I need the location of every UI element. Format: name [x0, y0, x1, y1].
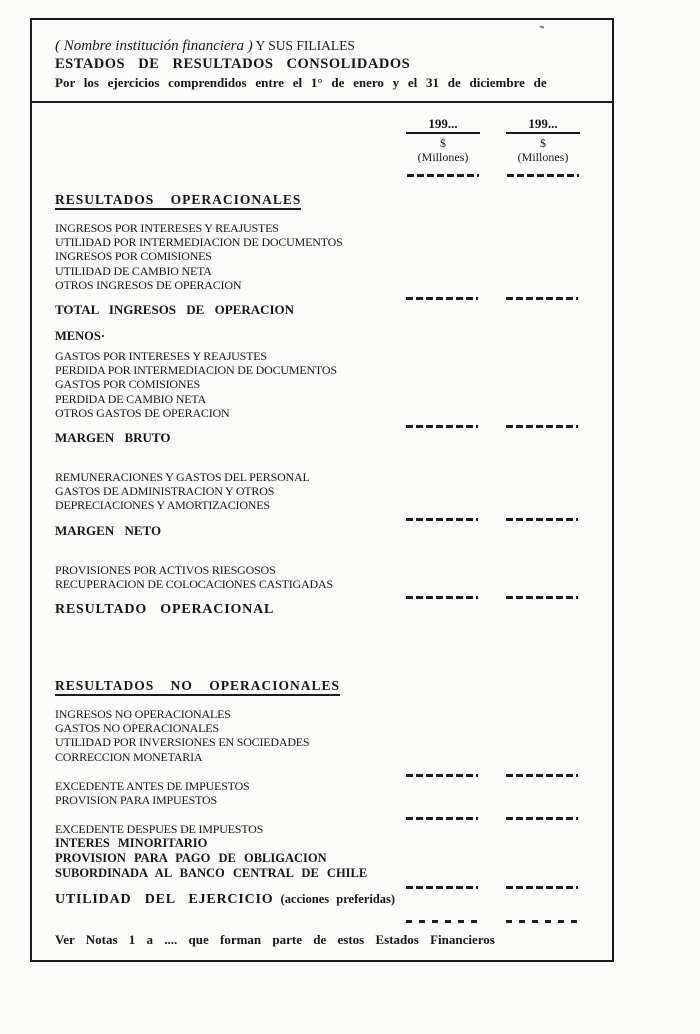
- amount-dash-1: [406, 297, 478, 300]
- amount-cell-2: [506, 596, 580, 599]
- row-label: PERDIDA POR INTERMEDIACION DE DOCUMENTOS: [55, 363, 337, 378]
- amount-column-headers: [32, 117, 612, 177]
- amount-dash-2: [506, 817, 578, 820]
- line-item-text: [55, 249, 580, 263]
- amount-dash-1: [406, 886, 478, 889]
- row-label: CORRECCION MONETARIA: [55, 749, 203, 764]
- amount-cell-1: [406, 596, 480, 599]
- amount-dash-1: [406, 518, 478, 521]
- line-item-bold-text: [55, 866, 580, 881]
- line-item: [32, 363, 612, 377]
- row-label: EXCEDENTE DESPUES DE IMPUESTOS: [55, 822, 264, 837]
- subtotal-label-text: [55, 302, 580, 317]
- line-item: [32, 484, 612, 498]
- amount-dash-2: [506, 425, 578, 428]
- line-item: [32, 735, 612, 749]
- row-label-suffix: (acciones preferidas): [273, 892, 396, 907]
- line-item: [32, 278, 612, 292]
- line-item-text: [55, 793, 580, 807]
- row-label: TOTAL INGRESOS DE OPERACION: [55, 302, 295, 318]
- row-label: INGRESOS POR COMISIONES: [55, 249, 212, 264]
- footnote-text: [55, 932, 580, 948]
- row-label: OTROS INGRESOS DE OPERACION: [55, 277, 242, 292]
- year-2-label: 199...: [506, 117, 580, 134]
- line-item-text: [55, 822, 580, 836]
- spacer: [32, 630, 612, 663]
- row-label: UTILIDAD POR INTERMEDIACION DE DOCUMENTOS: [55, 235, 343, 250]
- line-item: [32, 349, 612, 363]
- row-label: PROVISION PARA IMPUESTOS: [55, 793, 217, 808]
- result-label: [32, 891, 612, 908]
- institution-line: [55, 37, 602, 55]
- amount-dash-1: [406, 920, 484, 923]
- line-item-text: [55, 721, 580, 735]
- statement-rows: [32, 191, 612, 948]
- amount-placeholder-row: [32, 774, 612, 777]
- amount-dash-1: [406, 817, 478, 820]
- subtotal-label-text: [55, 523, 580, 538]
- currency-symbol-2: $: [540, 136, 546, 150]
- line-item: [32, 707, 612, 721]
- result-label-text: [55, 891, 580, 908]
- year-1-label: 199...: [406, 117, 480, 134]
- result-label: [32, 601, 612, 618]
- line-item-text: [55, 484, 580, 498]
- line-item: [32, 793, 612, 807]
- less-heading: [32, 329, 612, 344]
- amount-cell-2: [506, 297, 580, 300]
- line-item: [32, 406, 612, 420]
- institution-suffix: Y SUS FILIALES: [252, 38, 355, 53]
- row-label: MARGEN NETO: [55, 522, 162, 538]
- line-item-text: [55, 349, 580, 363]
- currency-symbol-1: $: [440, 136, 446, 150]
- row-label: RECUPERACION DE COLOCACIONES CASTIGADAS: [55, 576, 333, 591]
- section-title-text: [55, 191, 580, 209]
- amount-dash-1: [406, 774, 478, 777]
- line-item-text: [55, 377, 580, 391]
- row-label: GASTOS NO OPERACIONALES: [55, 721, 219, 736]
- amount-cell-1: [406, 297, 480, 300]
- institution-name-placeholder: ( Nombre institución financiera ): [55, 38, 253, 54]
- line-item-text: [55, 363, 580, 377]
- line-item: [32, 563, 612, 577]
- line-item-text: [55, 577, 580, 591]
- line-item-text: [55, 750, 580, 764]
- row-label: DEPRECIACIONES Y AMORTIZACIONES: [55, 498, 270, 513]
- result-label-text: [55, 601, 580, 618]
- line-item: [32, 470, 612, 484]
- amount-cell-1: [406, 886, 480, 889]
- spacer: [32, 550, 612, 563]
- amount-cell-1: [406, 774, 480, 777]
- amount-dash-2: [506, 920, 584, 923]
- line-item: [32, 264, 612, 278]
- subtotal-label-text: [55, 430, 580, 445]
- line-item-text: [55, 563, 580, 577]
- row-label: PROVISION PARA PAGO DE OBLIGACION: [55, 851, 327, 866]
- line-item: [32, 822, 612, 836]
- section-title: [32, 191, 612, 209]
- row-label: RESULTADOS NO OPERACIONALES: [55, 678, 340, 696]
- row-label: UTILIDAD DEL EJERCICIO: [55, 892, 274, 908]
- line-item-bold: [32, 866, 612, 881]
- amount-cell-2: [506, 425, 580, 428]
- row-label: RESULTADO OPERACIONAL: [55, 602, 275, 618]
- row-label: UTILIDAD POR INVERSIONES EN SOCIEDADES: [55, 735, 310, 750]
- section-title: [32, 677, 612, 695]
- row-label: INGRESOS NO OPERACIONALES: [55, 707, 231, 722]
- document-subtitle: Por los ejercicios comprendidos entre el 1° de enero y el 31 de diciembre de: [55, 75, 547, 90]
- line-item-text: [55, 221, 580, 235]
- amount-placeholder-row: [32, 817, 612, 820]
- amount-cell-2: [506, 774, 580, 777]
- line-item-text: [55, 470, 580, 484]
- row-label: GASTOS POR COMISIONES: [55, 377, 200, 392]
- row-label: GASTOS DE ADMINISTRACION Y OTROS: [55, 484, 275, 499]
- line-item-text: [55, 779, 580, 793]
- subtotal-label: [32, 430, 612, 445]
- amount-placeholder-row: [32, 886, 612, 889]
- row-label: SUBORDINADA AL BANCO CENTRAL DE CHILE: [55, 866, 368, 881]
- line-item: [32, 249, 612, 263]
- amount-cell-1: [406, 518, 480, 521]
- row-label: INGRESOS POR INTERESES Y REAJUSTES: [55, 221, 279, 235]
- line-item: [32, 498, 612, 512]
- line-item-text: [55, 392, 580, 406]
- line-item: [32, 577, 612, 591]
- line-item-text: [55, 264, 580, 278]
- amount-dash-2: [506, 596, 578, 599]
- amount-cell-2: [506, 817, 580, 820]
- amount-cell-2: [506, 518, 580, 521]
- column-header-year-2: [506, 117, 580, 177]
- row-label: PROVISIONES POR ACTIVOS RIESGOSOS: [55, 562, 276, 577]
- row-label: Ver Notas 1 a .... que forman parte de estos Estados Financieros: [55, 932, 495, 948]
- row-label: REMUNERACIONES Y GASTOS DEL PERSONAL: [55, 470, 310, 485]
- amount-cell-1: [406, 425, 480, 428]
- subtotal-label: [32, 302, 612, 317]
- amount-cell-2: [506, 920, 580, 923]
- row-label: INTERES MINORITARIO: [55, 836, 208, 851]
- line-item-text: [55, 235, 580, 249]
- row-label: MENOS·: [55, 329, 106, 344]
- section-title-text: [55, 677, 580, 695]
- row-label: MARGEN BRUTO: [55, 430, 171, 446]
- amount-dash-header-1: [407, 174, 479, 177]
- document-title: ESTADOS DE RESULTADOS CONSOLIDADOS: [55, 56, 411, 72]
- row-label: RESULTADOS OPERACIONALES: [55, 192, 301, 210]
- line-item: [32, 779, 612, 793]
- row-label: PERDIDA DE CAMBIO NETA: [55, 391, 206, 406]
- amount-dash-2: [506, 518, 578, 521]
- amount-dash-1: [406, 425, 478, 428]
- amount-placeholder-row: [32, 297, 612, 300]
- line-item-bold-text: [55, 851, 580, 866]
- amount-dash-2: [506, 297, 578, 300]
- amount-cell-2: [506, 886, 580, 889]
- line-item-text: [55, 707, 580, 721]
- amount-placeholder-row: [32, 425, 612, 428]
- footnote: [32, 932, 612, 948]
- row-label: OTROS GASTOS DE OPERACION: [55, 405, 230, 420]
- amount-placeholder-row: [32, 596, 612, 599]
- line-item: [32, 750, 612, 764]
- unit-label-2: (Millones): [517, 150, 569, 164]
- row-label: UTILIDAD DE CAMBIO NETA: [55, 263, 212, 278]
- document-header: [32, 20, 612, 103]
- line-item: [32, 377, 612, 391]
- row-label: GASTOS POR INTERESES Y REAJUSTES: [55, 349, 267, 364]
- row-label: EXCEDENTE ANTES DE IMPUESTOS: [55, 778, 250, 793]
- line-item-bold-text: [55, 836, 580, 851]
- line-item: [32, 235, 612, 249]
- amount-dash-header-2: [507, 174, 579, 177]
- spacer: [32, 764, 612, 769]
- spacer: [32, 457, 612, 470]
- amount-dash-1: [406, 596, 478, 599]
- amount-placeholder-row: [32, 920, 612, 923]
- line-item-bold: [32, 836, 612, 851]
- amount-cell-1: [406, 920, 480, 923]
- line-item-bold: [32, 851, 612, 866]
- line-item: [32, 392, 612, 406]
- less-heading-text: [55, 329, 580, 344]
- unit-label-1: (Millones): [417, 150, 469, 164]
- amount-dash-2: [506, 886, 578, 889]
- subtotal-label: [32, 523, 612, 538]
- column-header-year-1: [406, 117, 480, 177]
- line-item: [32, 221, 612, 235]
- line-item-text: [55, 735, 580, 749]
- line-item-text: [55, 278, 580, 292]
- line-item: [32, 721, 612, 735]
- financial-statement-form: [30, 18, 614, 962]
- line-item-text: [55, 406, 580, 420]
- spacer: [32, 807, 612, 812]
- amount-cell-1: [406, 817, 480, 820]
- amount-dash-2: [506, 774, 578, 777]
- line-item-text: [55, 498, 580, 512]
- amount-placeholder-row: [32, 518, 612, 521]
